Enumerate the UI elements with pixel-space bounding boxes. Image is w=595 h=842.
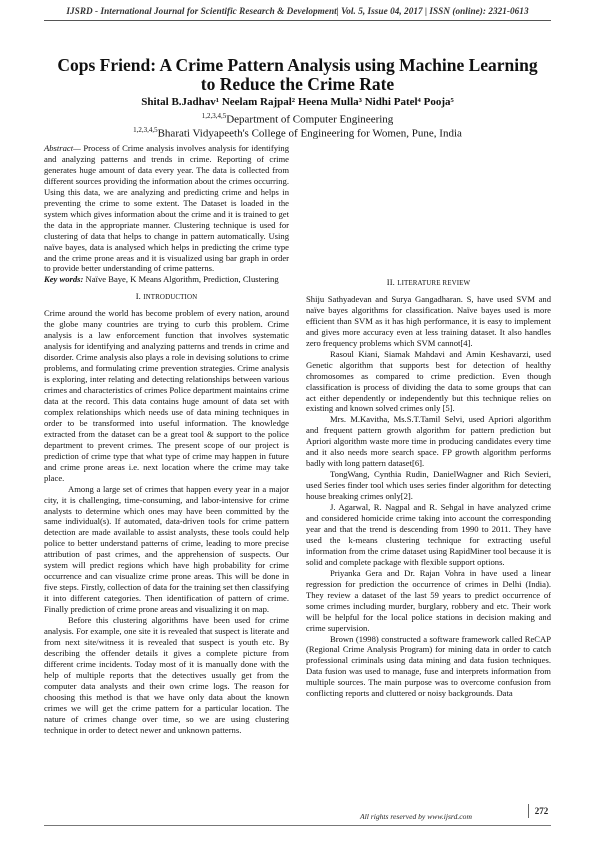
keywords [44, 274, 289, 285]
affiliation-superscript: 1,2,3,4,5 [201, 112, 227, 120]
lit-paragraph-5: J. Agarwal, R. Nagpal and R. Sehgal in have analyzed crime and considered homicide crime taking into account the corresponding year and that the trend is descending from 1990 to 2011. They have used the k-means clustering technique for extracting useful information from the crime dataset using RapidMiner tool because it is solid and complete package with flexible support options. [306, 502, 551, 567]
intro-paragraph-2: Among a large set of crimes that happen every year in a major city, it is challenging, time-consuming, and labor-intensive for crime analysts to determine which ones may have been committed by the same individual(s). If automated, data-driven tools for crime pattern detection are made available to assist analysts, these tools could help police to better understand patterns of crime, leading to more precise attribution of past crimes, and the apprehension of suspects. Our system will predict regions which have high probability for crime occurrence and can visualize crime prone areas. This will be done in five steps. Firstly, collection of data for the training set then classifying it into different categories. Then identification of pattern of crime. Finally prediction of crime prone areas and visualizing it on map. [44, 483, 289, 615]
affiliation-college-text: Bharati Vidyapeeth's College of Engineering for Women, Pune, India [157, 127, 462, 140]
affiliation-department-text: Department of Computer Engineering [226, 113, 394, 126]
lit-paragraph-3: Mrs. M.Kavitha, Ms.S.T.Tamil Selvi, used Apriori algorithm and frequent pattern growth algorithm for pattern prediction but Apriori algorithm waste more time in producing candidates every time and it also needs more search space. FP growth algorithm performs badly with long pattern dataset[6]. [306, 414, 551, 469]
lit-paragraph-6: Priyanka Gera and Dr. Rajan Vohra in have used a linear regression for prediction the occurrence of crimes in Delhi (India). They review a dataset of the last 59 years to predict occurrence of some crimes including murder, burglary, robbery and etc. Their work will be helpful for the local police stations in decision making and crime supervision. [306, 567, 551, 633]
affiliation-superscript: 1,2,3,4,5 [133, 126, 158, 134]
footer-rule [44, 825, 551, 826]
keywords-label: Key words: [44, 274, 84, 285]
paper-title: Cops Friend: A Crime Pattern Analysis using Machine Learning to Reduce the Crime Rate [57, 55, 538, 94]
right-column [306, 143, 551, 699]
author-list: Shital B.Jadhav¹ Neelam Rajpal² Heena Mulla³ Nidhi Patel⁴ Pooja⁵ [141, 96, 454, 108]
lit-paragraph-2: Rasoul Kiani, Siamak Mahdavi and Amin Keshavarzi, used Genetic algorithm that supports best for detection of healthy chromosomes as compared to crime prediction. Even though classification is process of dividing the data to some groups that can act either dependently or independently but this technique relies on existing and known solved crimes only [5]. [306, 348, 551, 414]
abstract-label: Abstract— [44, 143, 81, 153]
abstract [44, 143, 289, 274]
lit-paragraph-7: Brown (1998) constructed a software framework called ReCAP (Regional Crime Analysis Program) for mining data in order to catch professional criminals using data mining and data fusion techniques. Data fusion was used to manage, fuse and interprets information from multiple sources. The main purpose was to overcome confusion from conflicting reports and cluttered or noisy backgrounds. Data [306, 633, 551, 699]
section-number: II. [386, 277, 395, 287]
section-number: I. [135, 291, 141, 302]
lit-paragraph-1: Shiju Sathyadevan and Surya Gangadharan. S, have used SVM and naïve bayes algorithms for classification. Naïve bayes used is more efficient than SVM as it has high performance, it is easy to implement and gives more accuracy even at less training dataset. It also handles zero frequency problems which SVM cannot[4]. [306, 293, 551, 348]
left-column [44, 143, 289, 736]
page-number: 272 [528, 804, 554, 818]
section-heading-introduction [44, 291, 289, 303]
section-title: LITERATURE REVIEW [397, 279, 471, 287]
journal-header: IJSRD - International Journal for Scientific Research & Development| Vol. 5, Issue 04, 2017 | ISSN (online): 2321-0613 [66, 6, 529, 16]
abstract-text: Process of Crime analysis involves analysis for identifying and analyzing patterns and trends in crime. Reporting of crime generates huge amount of data every year. The data is collected from different sources providing the information about the crimes occurring. Using this data, we are analyzing and predicting crime and helps in preventing the crime to some extent. The Dataset is loaded in the system which gives information about the crime and it is trained to get the data in the appropriate manner. Clustering technique is used for clustering of data that helps to change in pattern automatically. Using naïve bayes, data is analysed which helps in predicting the crime type and the crime prone areas and it is visualized using bar graph in order to provide better understanding of crime patterns. [44, 143, 289, 274]
intro-paragraph-1: Crime around the world has become problem of every nation, around the globe many countries are trying to curb this problem. Crime analysis is a law enforcement function that involves systematic analysis for identifying and analyzing patterns and trends in crime and disorder. Crime analysis also plays a role in devising solutions to crime problems, and formulating crime prevention strategies. Crime analysis is exploring, inter relating and detecting relationships between various crimes and characteristics of crimes Police department maintains crime data at the record. This data contains huge amount of data set with complex relationships which needs use of data mining techniques in order to be transformed into useful information. The knowledge extracted from the dataset can be a great tool & support to the police department to prevent crimes. The present scope of our project is prediction of crime type that what type of crime may happen in future and crime prone areas i.e. next location where the crime may take place. [44, 308, 289, 483]
affiliation-college [0, 124, 595, 140]
header-rule [44, 20, 551, 21]
intro-paragraph-3: Before this clustering algorithms have been used for crime analysis. For example, one site it is revealed that suspect is literate and from next site/witness it is revealed that suspect is youth etc. By describing the offender details it gives a complete picture from different crime incidents. Today most of it is manually done with the help of multiple reports that the detectives usually get from the computer data analysts and their own crime logs. The reason for choosing this method is that we have only data about the known crimes we will get the crime pattern for a particular location. The nature of crimes change over time, so we are using clustering technique in order to detect newer and unknown patterns. [44, 615, 289, 735]
lit-paragraph-4: TongWang, Cynthia Rudin, DanielWagner and Rich Sevieri, used Series finder tool which uses series finder algorithm for detecting house breaking crimes only[2]. [306, 469, 551, 502]
footer-rights: All rights reserved by www.ijsrd.com [360, 812, 472, 821]
keywords-text: Naïve Baye, K Means Algorithm, Prediction, Clustering [83, 274, 279, 285]
section-title: INTRODUCTION [143, 293, 198, 302]
section-heading-literature-review [306, 277, 551, 289]
